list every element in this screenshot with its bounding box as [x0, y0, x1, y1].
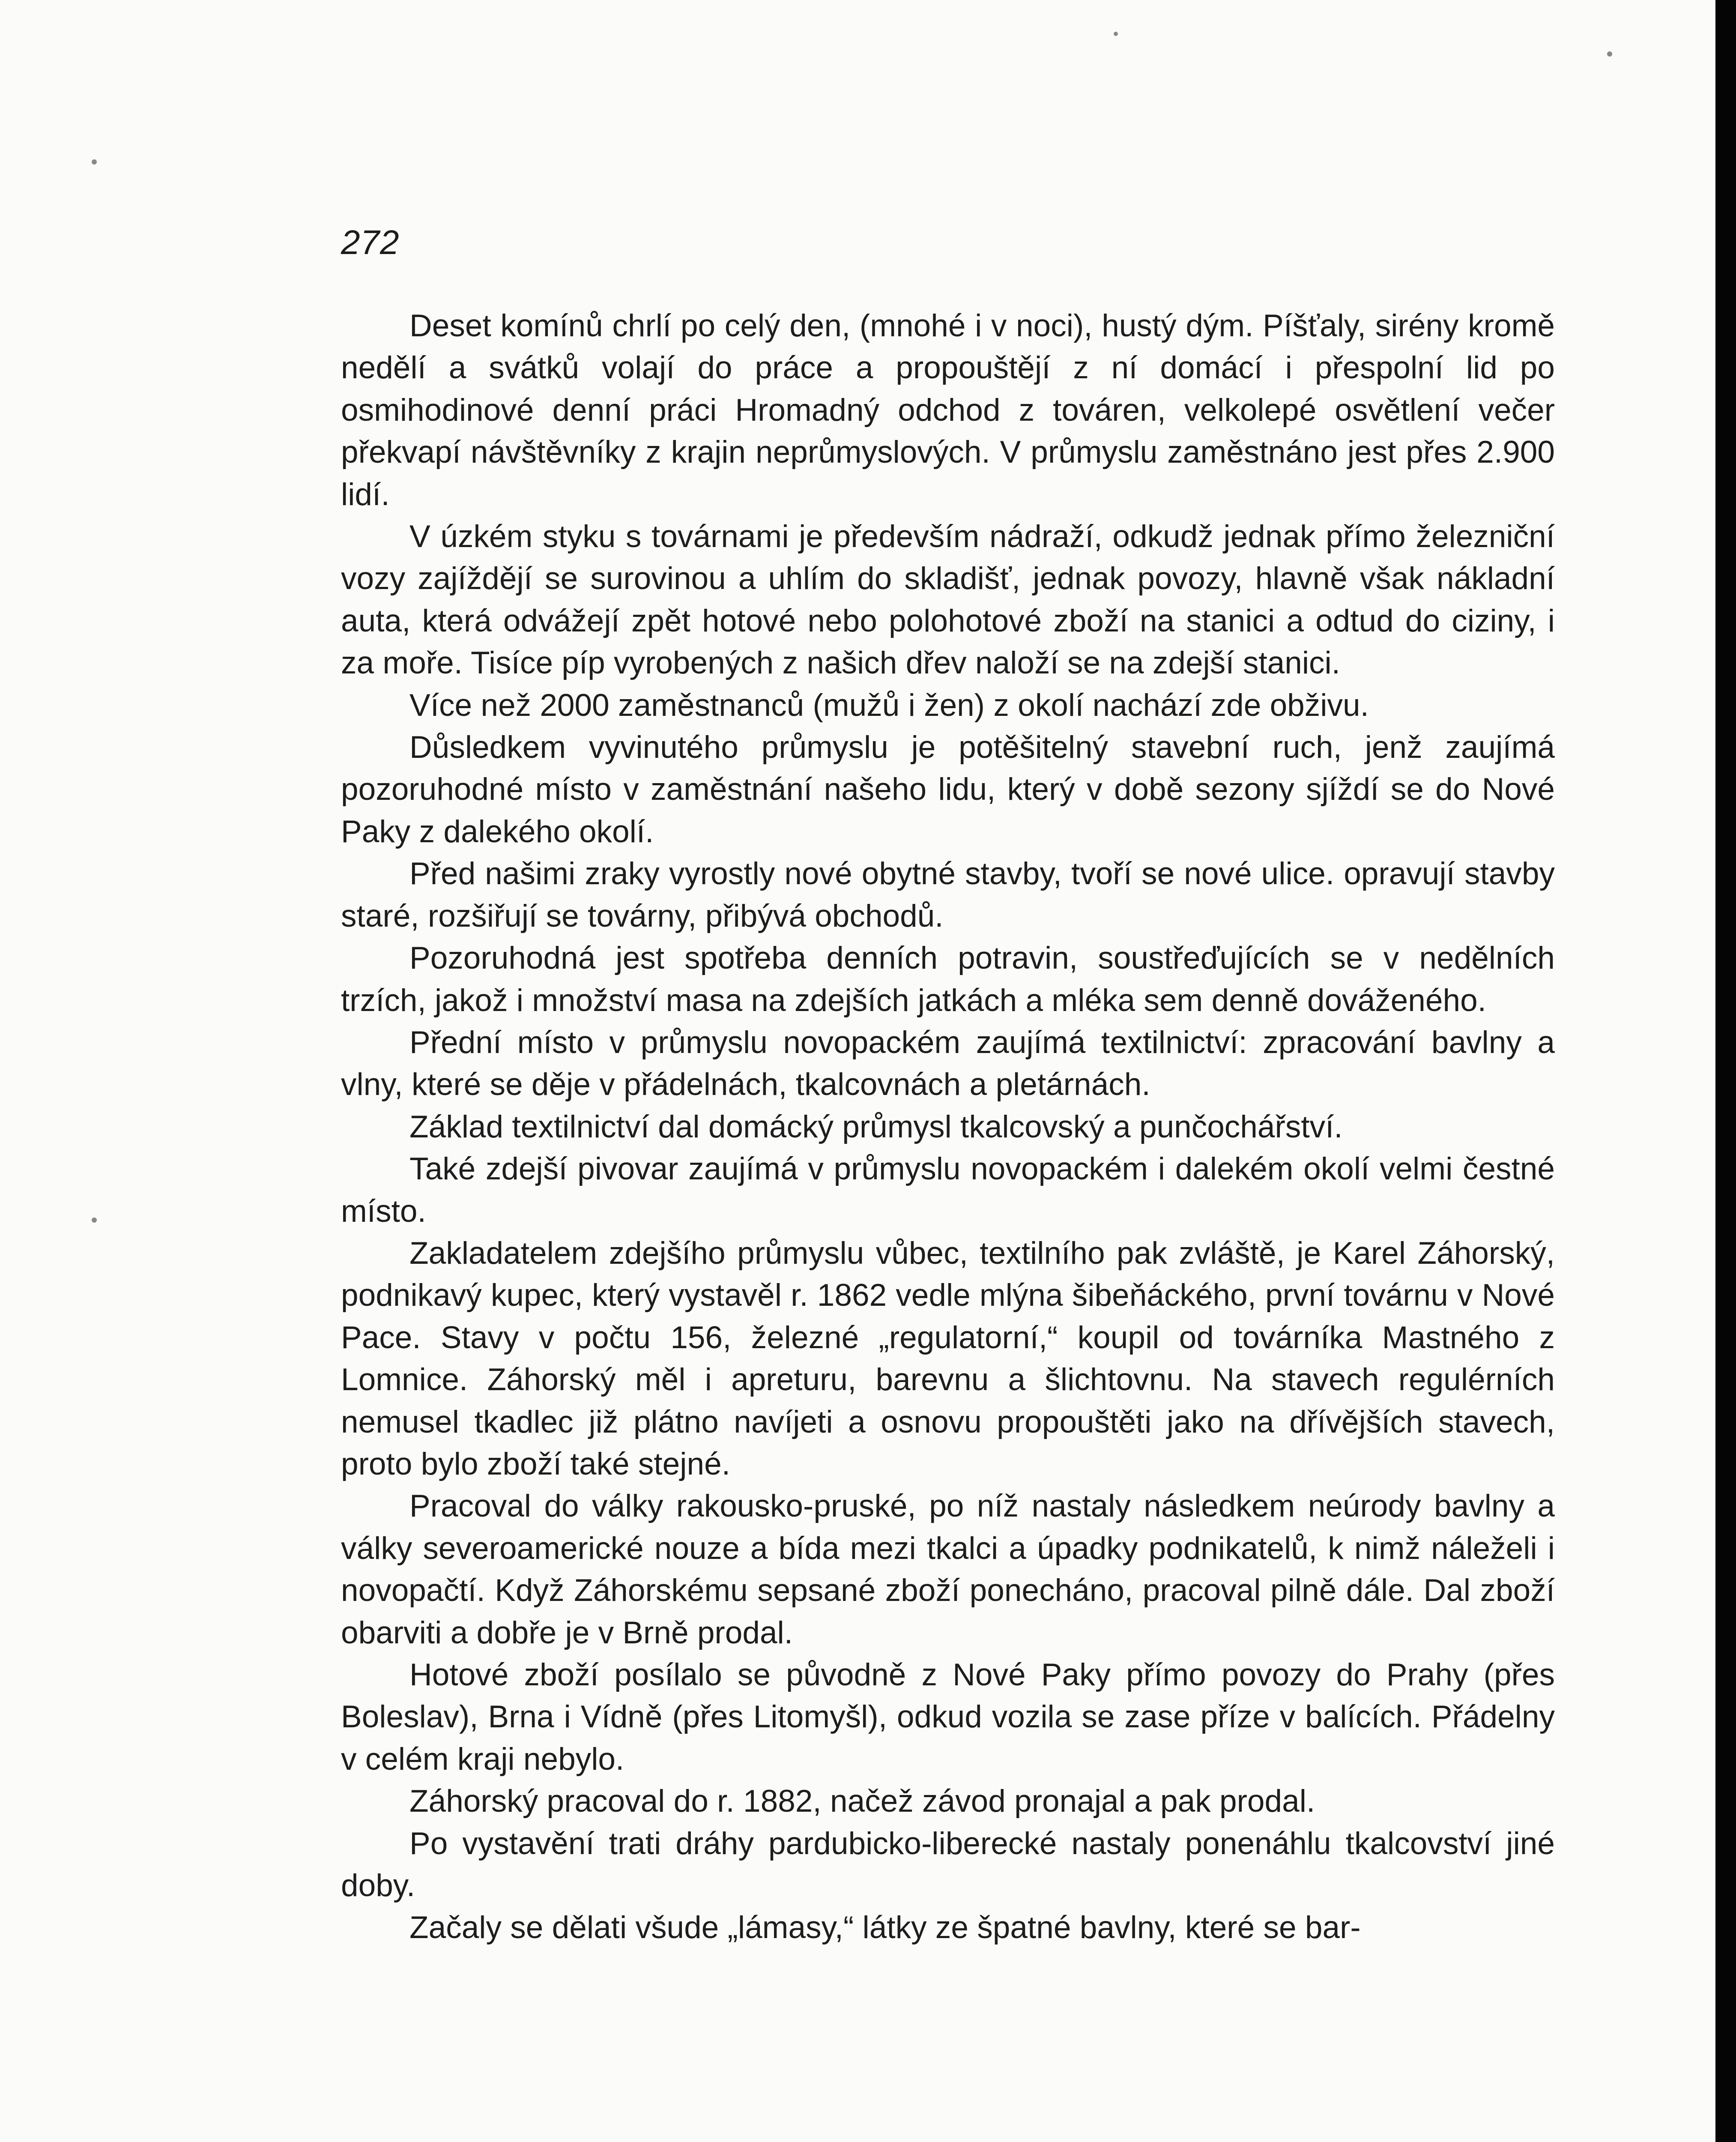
scan-speck	[1114, 32, 1118, 36]
page-number: 272	[341, 223, 400, 261]
scan-speck	[1607, 51, 1612, 57]
scan-speck	[92, 1218, 97, 1223]
paragraph: Pozoruhodná jest spotřeba denních potravin, soustřeďujících se v nedělních trzích, jakož i množství masa na zdejších jatkách a mléka sem denně dováženého.	[341, 941, 1555, 1018]
paragraph: Záhorský pracoval do r. 1882, načež závod pronajal a pak prodal.	[409, 1784, 1315, 1819]
paragraph: V úzkém styku s továrnami je především nádraží, odkudž jednak přímo železniční vozy zajíždějí se surovinou a uhlím do skladišť, jednak povozy, hlavně však nákladní auta, která odvážejí zpět hotové nebo polohotové zboží na stanici a odtud do ciziny, i za moře. Tisíce píp vyrobených z našich dřev naloží se na zdejší stanici.	[341, 519, 1555, 681]
scan-border	[1715, 0, 1736, 2142]
paragraph: Deset komínů chrlí po celý den, (mnohé i v noci), hustý dým. Píšťaly, sirény kromě nedělí a svátků volají do práce a propouštějí z ní domácí i přespolní lid po osmihodinové denní práci Hromadný odchod z továren, velkolepé osvětlení večer překvapí návštěvníky z krajin neprůmyslových. V průmyslu zaměstnáno jest přes 2.900 lidí.	[341, 308, 1555, 512]
paragraph: Hotové zboží posílalo se původně z Nové Paky přímo povozy do Prahy (přes Boleslav), Brna i Vídně (přes Litomyšl), odkud vozila se zase příze v balících. Přádelny v celém kraji nebylo.	[341, 1657, 1555, 1777]
paragraph: Zakladatelem zdejšího průmyslu vůbec, textilního pak zvláště, je Karel Záhorský, podnikavý kupec, který vystavěl r. 1862 vedle mlýna šibeňáckého, první továrnu v Nové Pace. Stavy v počtu 156, železné „regulatorní,“ koupil od továrníka Mastného z Lomnice. Záhorský měl i apreturu, barevnu a šlichtovnu. Na stavech regulérních nemusel tkadlec již plátno navíjeti a osnovu propouštěti jako na dřívějších stavech, proto bylo zboží také stejné.	[341, 1236, 1555, 1481]
paragraph: Také zdejší pivovar zaujímá v průmyslu novopackém i dalekém okolí velmi čestné místo.	[341, 1152, 1555, 1229]
paragraph: Důsledkem vyvinutého průmyslu je potěšitelný stavební ruch, jenž zaujímá pozoruhodné místo v zaměstnání našeho lidu, který v době sezony sjíždí se do Nové Paky z dalekého okolí.	[341, 730, 1555, 849]
paragraph: Před našimi zraky vyrostly nové obytné stavby, tvoří se nové ulice. opravují stavby staré, rozšiřují se továrny, přibývá obchodů.	[341, 856, 1555, 933]
scan-speck	[92, 159, 97, 165]
body-text	[341, 305, 1555, 1949]
paragraph: Začaly se dělati všude „lámasy,“ látky ze špatné bavlny, které se bar-	[409, 1910, 1361, 1945]
paragraph: Více než 2000 zaměstnanců (mužů i žen) z okolí nachází zde obživu.	[409, 688, 1369, 723]
paragraph: Přední místo v průmyslu novopackém zaujímá textilnictví: zpracování bavlny a vlny, které se děje v přádelnách, tkalcovnách a pletárnách.	[341, 1025, 1555, 1102]
paragraph: Po vystavění trati dráhy pardubicko-liberecké nastaly ponenáhlu tkalcovství jiné doby.	[341, 1826, 1555, 1903]
paragraph: Základ textilnictví dal domácký průmysl tkalcovský a punčochářství.	[409, 1109, 1343, 1144]
paragraph: Pracoval do války rakousko-pruské, po níž nastaly následkem neúrody bavlny a války severoamerické nouze a bída mezi tkalci a úpadky podnikatelů, k nimž náleželi i novopačtí. Když Záhorskému sepsané zboží ponecháno, pracoval pilně dále. Dal zboží obarviti a dobře je v Brně prodal.	[341, 1489, 1555, 1650]
